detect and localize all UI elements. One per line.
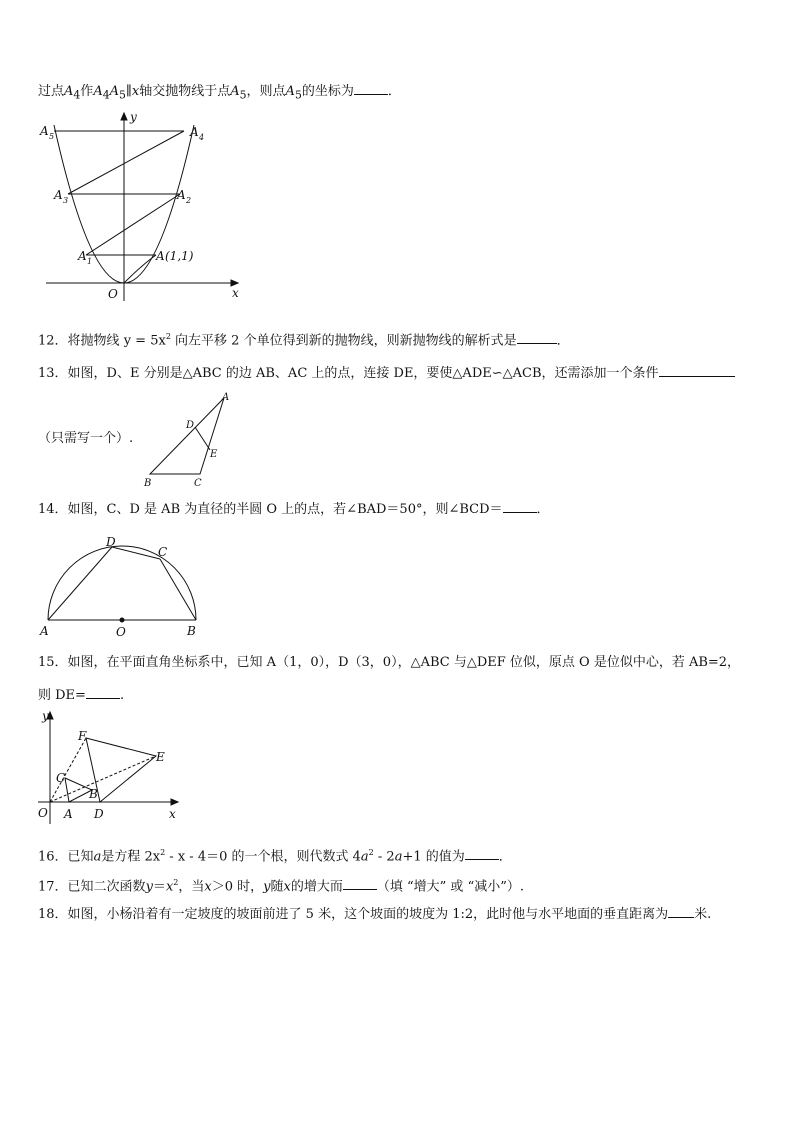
label-f: F	[78, 729, 87, 743]
answer-blank[interactable]	[659, 364, 735, 377]
triangle-abc	[150, 398, 224, 474]
label-d: D	[186, 420, 195, 431]
label-a: A	[40, 624, 49, 638]
x-axis-arrow	[171, 799, 178, 805]
segment-a3a4	[68, 131, 184, 194]
label-a: A	[156, 249, 165, 263]
label-a: A	[222, 392, 230, 403]
question-12: 12．将抛物线 $y = 5x^2$ 向左平移 2 个单位得到新的抛物线，则新抛物线的解析式是 ．	[38, 332, 570, 349]
label-b: B	[89, 787, 98, 801]
segment-a1a2	[86, 194, 180, 255]
ray-oe	[50, 756, 156, 802]
label-a3: A	[54, 188, 63, 202]
label-d: D	[94, 807, 104, 821]
origin-label: O	[38, 806, 48, 820]
label-a: A	[64, 807, 73, 821]
label-a4: A	[190, 125, 199, 139]
answer-blank[interactable]	[465, 847, 499, 860]
label-a5: A	[40, 124, 49, 138]
label-c: C	[56, 771, 66, 785]
answer-blank[interactable]	[354, 82, 388, 95]
label-c: C	[158, 545, 168, 559]
figure-similar-triangles	[34, 706, 184, 830]
label-a3-sub: 3	[63, 196, 69, 205]
question-17: 17．已知二次函数$y=x^2$，当x＞0 时，y随x的增大而 （填 “增大” 或 “减小”）.	[38, 878, 524, 895]
q11-tail: 过点$A_4$作$A_4A_5\parallel x$轴交抛物线于点$A_5$，则点$A_5$的坐标为 ．	[38, 84, 401, 102]
y-axis-label: y	[130, 110, 137, 124]
figure-semicircle	[36, 534, 216, 640]
x-axis-label: x	[169, 807, 176, 821]
label-d: D	[106, 535, 116, 549]
question-16: 16．已知a是方程 $2x^2 - x - 4=0$ 的一个根，则代数式 $4a^2 - 2a+1$ 的值为 ．	[38, 848, 512, 865]
center-point	[120, 618, 125, 623]
segment-de	[195, 427, 210, 450]
ray-of	[50, 738, 86, 802]
label-a4-sub: 4	[199, 133, 205, 142]
figure-parabola	[38, 105, 248, 305]
label-a1: A	[78, 249, 87, 263]
y-axis-arrow	[121, 113, 127, 120]
question-13-note: （只需写一个）.	[38, 431, 134, 446]
question-18: 18．如图，小杨沿着有一定坡度的坡面前进了 5 米，这个坡面的坡度为 1:2，此时他与水平地面的垂直距离为 米.	[38, 907, 712, 922]
label-e: E	[210, 449, 218, 460]
question-15: 15．如图，在平面直角坐标系中，已知 A（1，0），D（3，0），△ABC 与△DEF 位似，原点 O 是位似中心，若 AB=2，	[38, 655, 741, 670]
question-14: 14．如图，C、D 是 AB 为直径的半圆 O 上的点，若∠BAD＝50°，则∠BCD＝ ．	[38, 502, 550, 517]
label-a1-sub: 1	[87, 257, 93, 266]
y-axis-label: y	[42, 709, 49, 723]
segment-oa	[124, 255, 156, 283]
label-b: B	[144, 478, 152, 488]
question-13: 13．如图，D、E 分别是△ABC 的边 AB、AC 上的点，连接 DE，要使△ADE∽△ACB，还需添加一个条件	[38, 364, 735, 383]
label-a2: A	[177, 188, 186, 202]
label-a2-sub: 2	[186, 196, 192, 205]
origin-label: O	[108, 287, 118, 301]
label-a-coord: (1,1)	[165, 249, 194, 263]
question-15-line2: 则 DE= .	[38, 688, 125, 703]
label-e: E	[156, 750, 165, 764]
answer-blank[interactable]	[517, 331, 557, 344]
x-axis-label: x	[232, 286, 239, 300]
label-b: B	[187, 624, 196, 638]
answer-blank[interactable]	[503, 500, 537, 513]
answer-blank[interactable]	[86, 686, 120, 699]
figure-triangle-13	[138, 388, 238, 488]
label-o: O	[116, 625, 126, 639]
answer-blank[interactable]	[343, 877, 377, 890]
chord-cb	[160, 559, 196, 620]
label-a5-sub: 5	[49, 132, 55, 141]
answer-blank[interactable]	[668, 905, 694, 918]
label-c: C	[194, 478, 202, 488]
